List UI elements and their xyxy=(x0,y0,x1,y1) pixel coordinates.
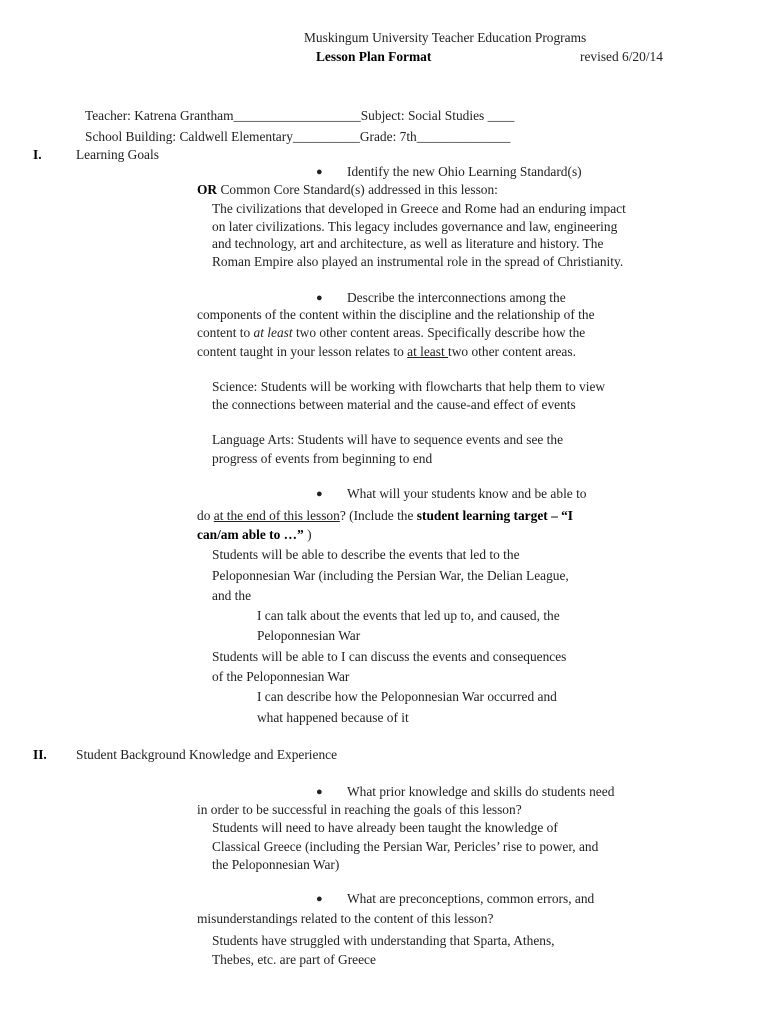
grade-label: Grade: 7th xyxy=(359,129,417,144)
bullet-icon: ● xyxy=(316,292,323,304)
i-can-statement: Peloponnesian War xyxy=(257,628,361,643)
misconceptions-answer: Thebes, etc. are part of Greece xyxy=(212,952,376,967)
interconnections-question-cont: components of the content within the discipline and the relationship of the xyxy=(197,307,595,322)
or-label: OR xyxy=(197,182,218,197)
section-1-numeral: I. xyxy=(33,147,42,162)
interconnections-question-cont xyxy=(197,343,576,361)
school-label: School Building: Caldwell Elementary xyxy=(85,129,293,144)
learning-target-question-cont xyxy=(197,526,312,544)
teacher-blank: ___________________ xyxy=(233,108,361,123)
bold-can-able: can/am able to …” xyxy=(197,527,304,542)
learning-goal-line: Students will be able to I can discuss the events and consequences xyxy=(212,649,567,664)
prior-knowledge-answer: the Peloponnesian War) xyxy=(212,857,340,872)
learning-goal-line: Peloponnesian War (including the Persian War, the Delian League, xyxy=(212,568,569,583)
learning-target-question-cont xyxy=(197,507,573,525)
text-span: content taught in your lesson relates to xyxy=(197,344,408,359)
institution-heading: Muskingum University Teacher Education Programs xyxy=(304,30,587,45)
i-can-statement: what happened because of it xyxy=(257,710,409,725)
text-span: ) xyxy=(303,527,312,542)
bullet-icon: ● xyxy=(316,893,323,905)
learning-goal-line: Students will be able to describe the events that led to the xyxy=(212,547,520,562)
section-2-title: Student Background Knowledge and Experience xyxy=(76,747,338,762)
misconceptions-question-cont: misunderstandings related to the content of this lesson? xyxy=(197,911,494,926)
i-can-statement: I can talk about the events that led up to, and caused, the xyxy=(257,608,560,623)
grade-blank: ______________ xyxy=(416,129,511,144)
bullet-icon: ● xyxy=(316,166,323,178)
learning-goal-line: and the xyxy=(212,588,252,603)
language-arts-connection: Language Arts: Students will have to sequence events and see the xyxy=(212,432,564,447)
standards-question: Identify the new Ohio Learning Standard(s) xyxy=(347,164,582,179)
misconceptions-question: What are preconceptions, common errors, and xyxy=(347,891,595,906)
section-1-title: Learning Goals xyxy=(76,147,159,162)
prior-knowledge-question-cont: in order to be successful in reaching the goals of this lesson? xyxy=(197,802,522,817)
section-2-numeral: II. xyxy=(33,747,47,762)
underlined-at-least: at least xyxy=(407,344,449,359)
prior-knowledge-answer: Classical Greece (including the Persian War, Pericles’ rise to power, and xyxy=(212,839,599,854)
school-grade-line xyxy=(85,128,510,146)
i-can-statement: I can describe how the Peloponnesian War occurred and xyxy=(257,689,557,704)
teacher-label: Teacher: Katrena Grantham xyxy=(85,108,234,123)
prior-knowledge-answer: Students will need to have already been taught the knowledge of xyxy=(212,820,558,835)
school-blank: __________ xyxy=(292,129,360,144)
teacher-subject-line xyxy=(85,107,514,125)
standards-answer-line: and technology, art and architecture, as well as literature and history. The xyxy=(212,236,604,251)
standards-answer-line: Roman Empire also played an instrumental role in the spread of Christianity. xyxy=(212,254,624,269)
science-connection: Science: Students will be working with flowcharts that help them to view xyxy=(212,379,606,394)
interconnections-question: Describe the interconnections among the xyxy=(347,290,566,305)
learning-target-question: What will your students know and be able to xyxy=(347,486,587,501)
subject-blank: ____ xyxy=(484,108,515,123)
bullet-icon: ● xyxy=(316,488,323,500)
standards-answer-line: The civilizations that developed in Greece and Rome had an enduring impact xyxy=(212,201,626,216)
misconceptions-answer: Students have struggled with understanding that Sparta, Athens, xyxy=(212,933,555,948)
language-arts-connection: progress of events from beginning to end xyxy=(212,451,433,466)
interconnections-question-cont xyxy=(197,324,585,342)
text-span: two other content areas. xyxy=(448,344,576,359)
text-span: two other content areas. Specifically describe how the xyxy=(292,325,586,340)
prior-knowledge-question: What prior knowledge and skills do students need xyxy=(347,784,615,799)
bullet-icon: ● xyxy=(316,786,323,798)
standards-question-text: Common Core Standard(s) addressed in this lesson: xyxy=(217,182,498,197)
text-span: do xyxy=(197,508,214,523)
revised-date: revised 6/20/14 xyxy=(580,49,663,64)
lesson-plan-title: Lesson Plan Format xyxy=(316,49,432,64)
subject-label: Subject: Social Studies xyxy=(360,108,485,123)
underlined-end-of-lesson: at the end of this lesson xyxy=(213,508,340,523)
text-span: ? (Include the xyxy=(339,508,417,523)
standards-answer-line: on later civilizations. This legacy includes governance and law, engineering xyxy=(212,219,618,234)
standards-question-cont xyxy=(197,181,498,199)
science-connection: the connections between material and the cause-and effect of events xyxy=(212,397,576,412)
learning-goal-line: of the Peloponnesian War xyxy=(212,669,350,684)
bold-learning-target: student learning target – “I xyxy=(416,508,574,523)
text-span: content to xyxy=(197,325,254,340)
italic-at-least: at least xyxy=(253,325,293,340)
